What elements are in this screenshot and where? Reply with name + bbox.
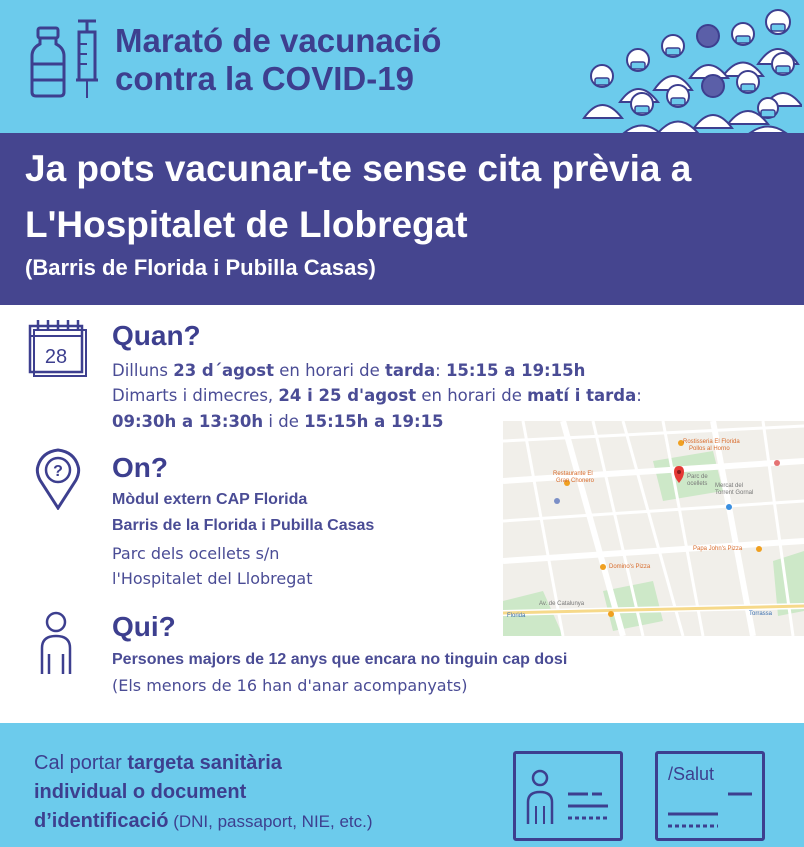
headline-line2: L'Hospitalet de Llobregat <box>25 204 468 245</box>
who-title: Qui? <box>112 611 176 642</box>
when-line2-c: en horari de <box>416 386 528 405</box>
map-label-gran-chonero: Gran Chonero <box>556 478 595 484</box>
map-label-mercat: Mercat del <box>715 483 744 489</box>
vaccine-vial-icon <box>28 26 68 98</box>
where-neighbourhoods: Barris de la Florida i Pubilla Casas <box>112 517 375 534</box>
who-minors-note: (Els menors de 16 han d'anar acompanyats) <box>112 676 468 695</box>
footer-t1: Cal portar <box>34 752 128 774</box>
health-card-label: /Salut <box>668 764 715 784</box>
footer-requirements <box>34 749 494 836</box>
campaign-title <box>115 22 441 98</box>
when-line3-a: 09:30h a 13:30h <box>112 412 264 431</box>
where-city: l'Hospitalet del Llobregat <box>112 569 313 588</box>
when-line2-a: Dimarts i dimecres, <box>112 386 279 405</box>
map-label-torrent: Torrent Gornal <box>715 490 754 496</box>
syringe-icon <box>74 18 100 100</box>
when-line1-e: : <box>435 361 446 380</box>
headline-line3: (Barris de Florida i Pubilla Casas) <box>25 255 376 280</box>
map-label-rosticeria: Rostisseria El Florida <box>683 439 740 445</box>
map-label-dominos: Domino's Pizza <box>609 564 651 570</box>
headline-banner <box>0 133 804 305</box>
when-line2 <box>112 384 642 407</box>
health-card-icon <box>655 751 765 841</box>
footer-t5: (DNI, passaport, NIE, etc.) <box>168 812 373 831</box>
when-line1-f: 15:15 a 19:15h <box>445 361 586 380</box>
calendar-day: 28 <box>44 346 68 368</box>
person-icon <box>36 610 76 676</box>
map-label-torrassa: Torrassa <box>749 611 773 617</box>
when-line1-c: en horari de <box>273 361 386 380</box>
when-line3-c: 15:15h a 19:15 <box>304 412 444 431</box>
when-line3-b: i de <box>263 412 305 431</box>
who-eligibility: Persones majors de 12 anys que encara no tinguin cap dosi <box>112 651 568 668</box>
map-label-pollos: Pollos al Horno <box>689 446 730 452</box>
map-label-ocellets: ocellets <box>687 481 708 487</box>
campaign-title-line1: Marató de vacunació <box>115 22 442 59</box>
where-address: Parc dels ocellets s/n <box>112 544 280 563</box>
svg-text:?: ? <box>53 463 63 480</box>
campaign-title-line2: contra la COVID-19 <box>115 60 414 97</box>
when-line3 <box>112 410 444 433</box>
headline-line1: Ja pots vacunar-te sense cita prèvia a <box>25 148 692 189</box>
location-pin-icon <box>34 448 82 510</box>
map-label-florida: Florida <box>507 613 526 619</box>
calendar-icon <box>26 318 90 378</box>
when-line2-d: matí i tarda <box>527 386 637 405</box>
crowd-illustration <box>578 4 802 133</box>
where-title: On? <box>112 452 168 483</box>
when-line2-b: 24 i 25 d'agost <box>278 386 417 405</box>
when-title: Quan? <box>112 320 201 351</box>
footer-t4: d’identificació <box>34 810 169 832</box>
when-line1-b: 23 d´agost <box>173 361 274 380</box>
header-band <box>0 0 804 133</box>
when-line1 <box>112 359 585 382</box>
when-line1-d: tarda <box>385 361 436 380</box>
footer-t2: targeta sanitària <box>127 752 282 774</box>
map-label-av-catalunya: Av. de Catalunya <box>539 601 585 607</box>
id-card-icon <box>513 751 623 841</box>
map-label-papa-johns: Papa John's Pizza <box>693 546 743 552</box>
footer-t3: individual o document <box>34 781 247 803</box>
map-label-parc: Parc de <box>687 474 708 480</box>
footer-band <box>0 723 804 847</box>
map-label-restaurante: Restaurante El <box>553 471 593 477</box>
location-map[interactable] <box>503 421 804 636</box>
where-venue: Mòdul extern CAP Florida <box>112 491 308 508</box>
when-line2-e: : <box>636 386 642 405</box>
when-line1-a: Dilluns <box>112 361 174 380</box>
